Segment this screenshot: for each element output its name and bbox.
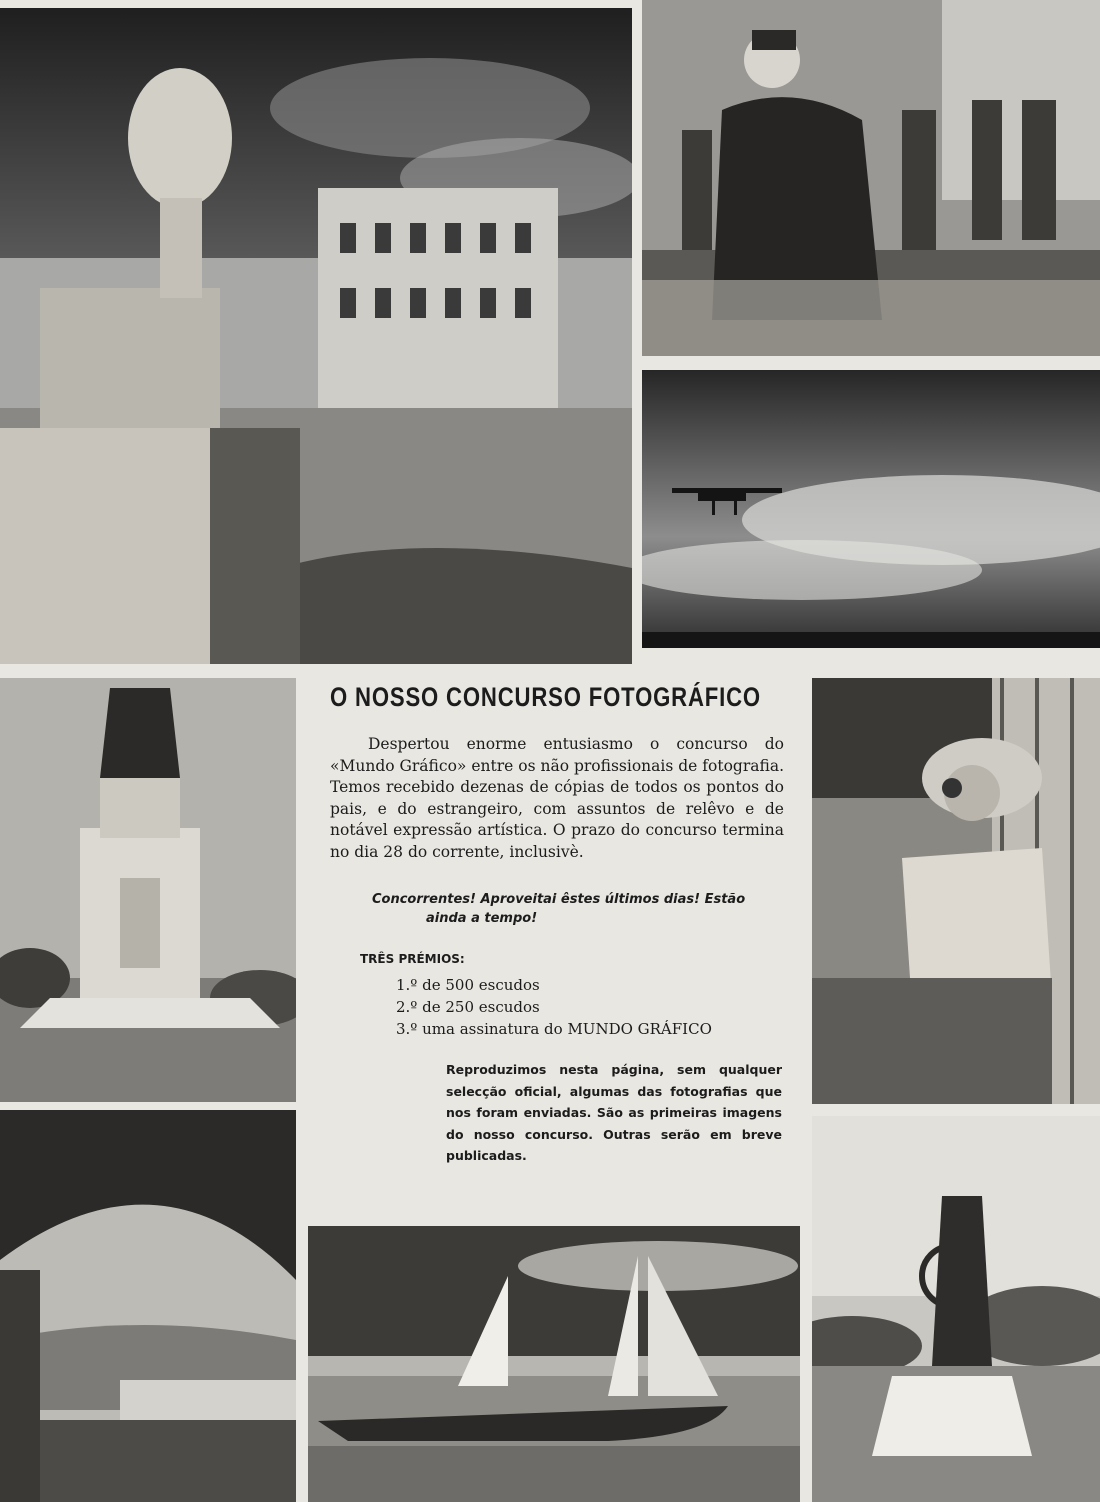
contest-article: [326, 680, 788, 1220]
prize-item: 3.º uma assinatura do MUNDO GRÁFICO: [396, 1020, 712, 1038]
bridge-arch-photo: [0, 1110, 296, 1502]
market-woman-photo: [642, 0, 1100, 356]
appeal-line-1: Concorrentes! Aproveitai êstes últimos dias! Estão: [372, 892, 746, 907]
sailboats-photo: [308, 1226, 800, 1502]
square-building-photo: [0, 8, 632, 664]
article-title: O NOSSO CONCURSO FOTOGRÁFICO: [330, 682, 761, 712]
contest-appeal: [372, 890, 784, 928]
article-intro: Despertou enorme entusiasmo o concurso do «Mundo Gráfico» entre os não profissionais de fotografia. Temos recebido dezenas de cópias de todos os pontos do pais, e do estrangeiro, com assuntos de relêvo e de notável expressão artística. O prazo do concurso termina no dia 28 do corrente, inclusivè.: [330, 735, 784, 861]
prize-item: 1.º de 500 escudos: [396, 976, 540, 994]
prizes-heading: TRÊS PRÉMIOS:: [360, 952, 465, 966]
photos-note: Reproduzimos nesta página, sem qualquer selecção oficial, algumas das fotografias que nos foram enviadas. São as primeiras imagens do nosso concurso. Outras serão em breve publicadas.: [446, 1062, 782, 1163]
prizes-list: [396, 974, 712, 1040]
appeal-line-2: ainda a tempo!: [426, 911, 538, 926]
airplane-clouds-photo: [642, 370, 1100, 648]
monument-photo: [0, 678, 296, 1102]
boy-grapes-photo: [812, 678, 1100, 1104]
prize-item: 2.º de 250 escudos: [396, 998, 540, 1016]
helmsman-statue-photo: [812, 1116, 1100, 1502]
